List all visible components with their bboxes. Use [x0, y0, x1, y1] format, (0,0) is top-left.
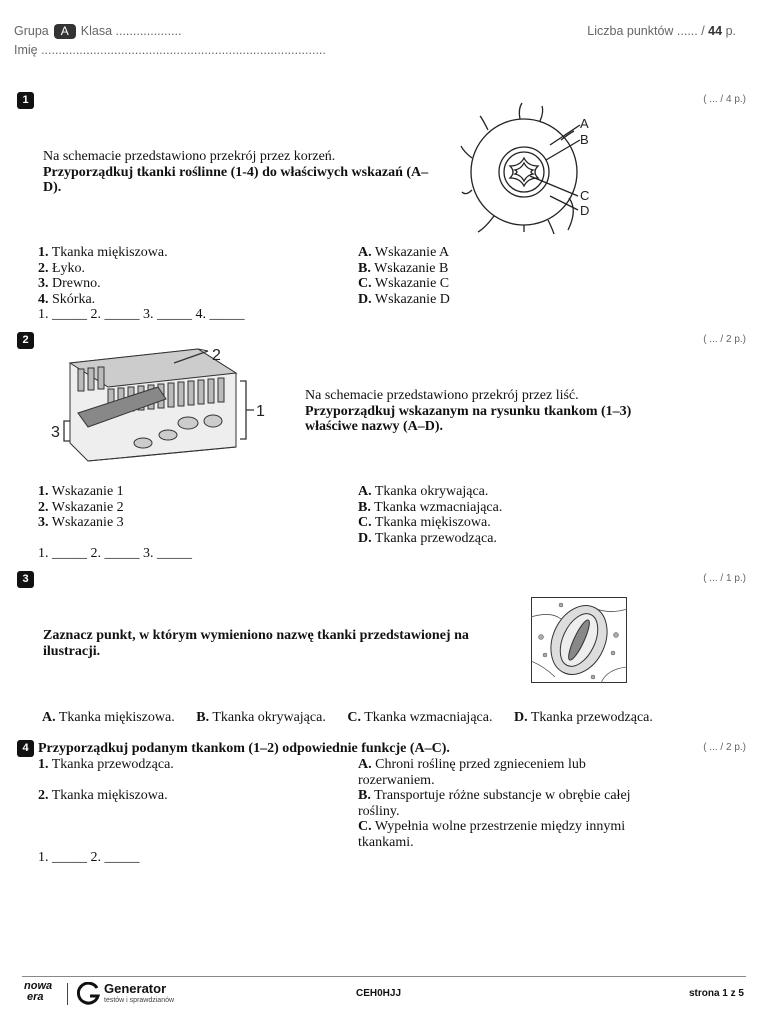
- class-label: Klasa ...................: [80, 24, 182, 38]
- bracket-3: [64, 421, 70, 441]
- nowa-era-logo: [24, 981, 52, 1003]
- root-hair: [548, 220, 554, 234]
- footer-divider: [22, 976, 746, 977]
- list-item-cont: tkankami.: [358, 834, 414, 850]
- root-hair: [540, 106, 543, 121]
- label-b: B: [580, 132, 589, 147]
- palisade-cell: [208, 379, 214, 403]
- generator-brand: [104, 982, 174, 1005]
- document-code: CEH0HJJ: [356, 988, 402, 999]
- label-3: 3: [51, 424, 60, 441]
- list-item-cont: rośliny.: [358, 803, 400, 819]
- list-item: 2. Łyko.: [38, 260, 86, 276]
- list-item: A. Chroni roślinę przed zgnieceniem lub: [358, 757, 586, 772]
- question-2-answer-line[interactable]: 1. _____ 2. _____ 3. _____: [38, 546, 192, 561]
- spongy-cell: [159, 430, 177, 440]
- generator-subtitle: testów i sprawdzianów: [104, 997, 175, 1004]
- question-2-left-list: [38, 484, 124, 531]
- logo-separator: [67, 983, 68, 1005]
- root-hair: [519, 103, 522, 119]
- group-line: [14, 24, 182, 39]
- question-3-task-line1: Zaznacz punkt, w którym wymieniono nazwę tkanki przedstawionej na: [43, 628, 469, 643]
- list-item: 3. Wskazanie 3: [38, 515, 124, 530]
- spongy-cell: [178, 417, 198, 429]
- option-c[interactable]: C. Tkanka wzmacniająca.: [347, 710, 493, 725]
- question-4-left-item-2: 2. Tkanka miękiszowa.: [38, 788, 168, 803]
- question-2-points: ( ... / 2 p.): [703, 334, 746, 345]
- question-1-points: ( ... / 4 p.): [703, 94, 746, 105]
- question-2-right-list: [358, 484, 502, 546]
- question-4-points: ( ... / 2 p.): [703, 742, 746, 753]
- question-4-number: 4: [17, 740, 34, 757]
- palisade-cell: [218, 378, 224, 402]
- generator-logo-icon: [77, 982, 101, 1006]
- question-1-text: [43, 149, 463, 196]
- points-summary: [587, 24, 736, 38]
- root-hair: [462, 190, 472, 194]
- root-phloem: [515, 163, 533, 181]
- list-item-cont: rozerwaniem.: [358, 772, 435, 788]
- root-cross-section-diagram: [458, 100, 598, 238]
- label-c: C: [580, 188, 590, 203]
- group-badge: A: [54, 24, 76, 39]
- label-2: 2: [212, 347, 221, 364]
- root-epidermis: [471, 119, 577, 225]
- question-3-number: 3: [17, 571, 34, 588]
- list-item: 2. Wskazanie 2: [38, 499, 124, 515]
- question-1-task-line1: Przyporządkuj tkanki roślinne (1-4) do właściwych wskazań (A–: [43, 164, 429, 180]
- cell-dot: [611, 651, 615, 655]
- list-item: B. Wskazanie B: [358, 260, 449, 276]
- root-endodermis: [499, 147, 549, 197]
- palisade-cell: [168, 383, 174, 407]
- spongy-cell: [204, 415, 222, 427]
- leaf-cross-section-diagram: [48, 343, 278, 469]
- spongy-cell: [134, 438, 152, 448]
- list-item: C. Wskazanie C: [358, 276, 450, 291]
- list-item: C. Tkanka miękiszowa.: [358, 515, 491, 530]
- question-3-options: [42, 710, 742, 726]
- root-hair: [478, 216, 494, 232]
- list-item: C. Wypełnia wolne przestrzenie między innymi: [358, 819, 626, 834]
- option-d[interactable]: D. Tkanka przewodząca.: [513, 710, 653, 725]
- list-item: 4. Skórka.: [38, 291, 96, 307]
- question-2-intro: Na schemacie przedstawiono przekrój przez liść.: [305, 388, 579, 403]
- palisade-cell: [78, 369, 84, 391]
- page-number: strona 1 z 5: [688, 988, 744, 999]
- option-b[interactable]: B. Tkanka okrywająca.: [196, 710, 326, 725]
- label-d: D: [580, 203, 590, 218]
- cell-dot: [614, 633, 619, 638]
- root-hair: [461, 146, 472, 158]
- pointer-d: [550, 196, 578, 210]
- question-1-answer-line[interactable]: 1. _____ 2. _____ 3. _____ 4. _____: [38, 307, 245, 322]
- option-a[interactable]: A. Tkanka miękiszowa.: [42, 710, 175, 725]
- question-1-left-list: [38, 245, 245, 323]
- question-1-intro: Na schemacie przedstawiono przekrój przez korzeń.: [43, 149, 336, 164]
- cell-dot: [539, 635, 544, 640]
- logo-word-era: era: [27, 991, 44, 1003]
- group-label: Grupa: [14, 24, 49, 38]
- stoma-illustration: [531, 597, 627, 683]
- palisade-cell: [198, 380, 204, 404]
- points-label: Liczba punktów ...... /: [587, 24, 705, 38]
- question-2-task-line1: Przyporządkuj wskazanym na rysunku tkankom (1–3): [305, 403, 632, 419]
- question-1-number: 1: [17, 92, 34, 109]
- cell-dot: [591, 675, 595, 679]
- list-item: 3. Drewno.: [38, 276, 101, 291]
- question-2-text: [305, 388, 725, 435]
- question-3-points: ( ... / 1 p.): [703, 573, 746, 584]
- cell-dot: [543, 653, 547, 657]
- list-item: B. Transportuje różne substancje w obrębie całej: [358, 788, 631, 803]
- question-2-task-line2: właściwe nazwy (A–D).: [305, 419, 444, 434]
- list-item: 1. Wskazanie 1: [38, 484, 124, 499]
- palisade-cell: [88, 368, 94, 390]
- list-item: D. Wskazanie D: [358, 291, 450, 307]
- label-1: 1: [256, 403, 265, 420]
- name-label: Imię ..................................................................................: [14, 43, 326, 57]
- root-hair: [568, 198, 573, 230]
- question-4-right-list: [358, 757, 678, 850]
- question-1-task-line2: D).: [43, 180, 62, 195]
- palisade-cell: [98, 367, 104, 389]
- question-4-left-item-1: 1. Tkanka przewodząca.: [38, 757, 174, 772]
- list-item: A. Tkanka okrywająca.: [358, 484, 489, 499]
- logo-word-nowa: nowa: [24, 980, 53, 992]
- palisade-cell: [188, 381, 194, 405]
- bracket-1: [240, 381, 254, 439]
- list-item: A. Wskazanie A: [358, 245, 450, 260]
- palisade-cell: [178, 382, 184, 406]
- question-3-text: [43, 628, 513, 659]
- question-3-task-line2: ilustracji.: [43, 643, 101, 659]
- root-hair: [480, 116, 488, 130]
- question-4-answer-line[interactable]: 1. _____ 2. _____: [38, 850, 140, 865]
- list-item: D. Tkanka przewodząca.: [358, 530, 497, 546]
- list-item: 1. Tkanka miękiszowa.: [38, 245, 168, 260]
- points-unit: p.: [725, 24, 736, 38]
- question-4-task: Przyporządkuj podanym tkankom (1–2) odpowiednie funkcje (A–C).: [38, 741, 450, 756]
- question-1-right-list: [358, 245, 450, 307]
- cell-dot: [559, 603, 563, 607]
- points-total: 44: [708, 24, 723, 38]
- generator-title: Generator: [104, 981, 167, 996]
- list-item: B. Tkanka wzmacniająca.: [358, 499, 503, 515]
- label-a: A: [580, 116, 589, 131]
- question-2-number: 2: [17, 332, 34, 349]
